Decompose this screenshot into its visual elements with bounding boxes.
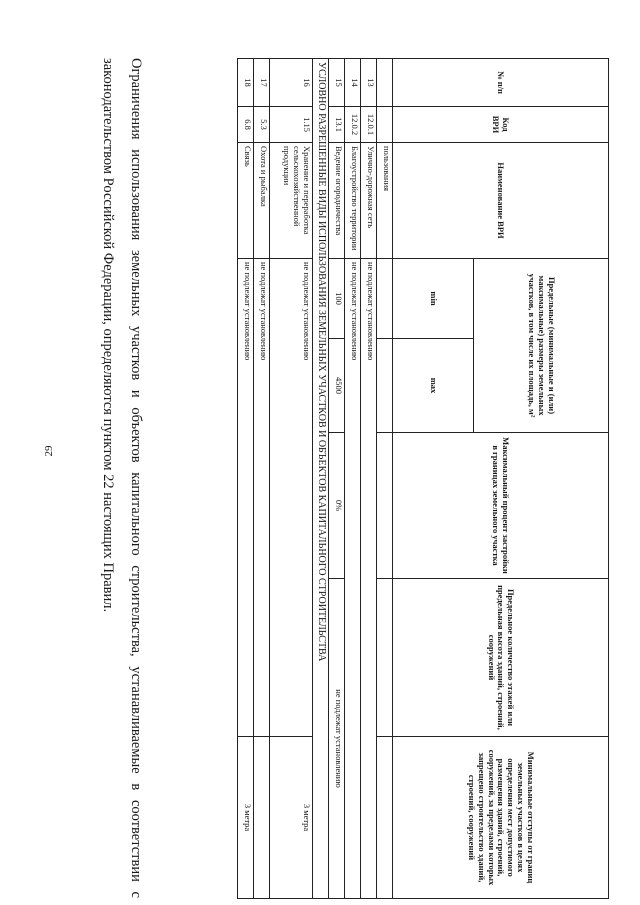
row-floors-setback: не подлежат установлению xyxy=(329,579,345,899)
row-merged: не подлежат установлению xyxy=(361,259,377,899)
row-percent: 0% xyxy=(329,433,345,579)
cont-max xyxy=(377,339,393,433)
table-row xyxy=(270,59,313,899)
cont-code xyxy=(377,107,393,143)
row-merged: не подлежат установлению xyxy=(345,259,361,899)
table-row xyxy=(254,59,270,899)
row-setback xyxy=(254,737,270,899)
row-num: 14 xyxy=(345,59,361,107)
header-name: Наименование ВРИ xyxy=(393,143,609,259)
table-row xyxy=(238,59,254,899)
header-size-group: Предельные (минимальные и (или) максимальные) размеры земельных участков, в том числе их площадь, м² xyxy=(474,259,609,433)
rotated-landscape-page xyxy=(28,28,610,898)
cont-min xyxy=(377,259,393,339)
row-merged: не подлежат установлению xyxy=(270,259,313,737)
rules-table-container xyxy=(164,58,609,898)
row-code: 5.3 xyxy=(254,107,270,143)
row-code: 12.0.2 xyxy=(345,107,361,143)
header-min: min xyxy=(393,259,474,339)
row-code: 1.15 xyxy=(270,107,313,143)
row-num: 16 xyxy=(270,59,313,107)
header-num: № п/п xyxy=(393,59,609,107)
section-title: УСЛОВНО РАЗРЕШЕННЫЕ ВИДЫ ИСПОЛЬЗОВАНИЯ ЗЕМЕЛЬНЫХ УЧАСТКОВ И ОБЪЕКТОВ КАПИТАЛЬНОГО СТРОИТЕЛЬСТВА xyxy=(313,59,329,899)
header-max: max xyxy=(393,339,474,433)
row-name: Хранение и переработка сельскохозяйственной продукции xyxy=(270,143,313,259)
cont-setback xyxy=(377,737,393,899)
table-row xyxy=(329,59,345,899)
row-code: 12.0.1 xyxy=(361,107,377,143)
land-use-table xyxy=(237,58,609,899)
header-percent: Максимальный процент застройки в границах земельного участка xyxy=(393,433,609,579)
row-code: 13.1 xyxy=(329,107,345,143)
cont-name: пользования xyxy=(377,143,393,259)
row-num: 17 xyxy=(254,59,270,107)
cont-percent xyxy=(377,433,393,579)
row-name: Благоустройство территории xyxy=(345,143,361,259)
row-name: Охота и рыбалка xyxy=(254,143,270,259)
row-code: 6.8 xyxy=(238,107,254,143)
row-merged: не подлежат установлению xyxy=(254,259,270,737)
cont-num xyxy=(377,59,393,107)
header-code: Код ВРИ xyxy=(393,107,609,143)
row-num: 15 xyxy=(329,59,345,107)
row-max: 4500 xyxy=(329,339,345,433)
row-name: Связь xyxy=(238,143,254,259)
row-min: 100 xyxy=(329,259,345,339)
page-number: 29 xyxy=(43,445,55,457)
table-row xyxy=(361,59,377,899)
table-row xyxy=(345,59,361,899)
row-num: 13 xyxy=(361,59,377,107)
row-name: Ведение огородничества xyxy=(329,143,345,259)
continuation-row xyxy=(377,59,393,899)
row-name: Улично-дорожная сеть xyxy=(361,143,377,259)
section-row xyxy=(313,59,329,899)
row-merged: не подлежат установлению xyxy=(238,259,254,737)
header-row xyxy=(474,59,609,899)
row-setback: 3 метра xyxy=(270,737,313,899)
header-floors: Предельное количество этажей или предельная высота зданий, строений, сооружений xyxy=(393,579,609,737)
header-setback: Минимальные отступы от границ земельных участков в целях определения мест допустимого размещения зданий, строений, сооружений, за пределами которых запрещено строительство зданий, строений, сооружений xyxy=(393,737,609,899)
footnote-paragraph: Ограничения использования земельных участков и объектов капитального строительства, устанавливаемые в соответствии с законодательством Российской Федерации, определяются пунктом 22 настоящих Правил. xyxy=(100,58,144,898)
row-setback: 3 метра xyxy=(238,737,254,899)
cont-floors xyxy=(377,579,393,737)
row-num: 18 xyxy=(238,59,254,107)
